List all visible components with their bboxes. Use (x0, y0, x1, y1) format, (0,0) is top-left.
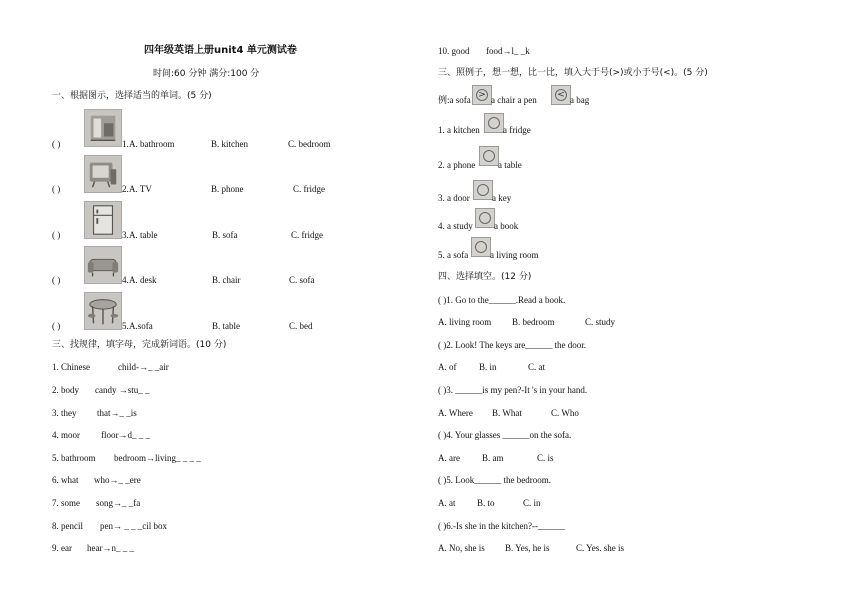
part3-item4-left: 4. a study (438, 221, 473, 231)
part4-q4-option-b: B. am (482, 453, 504, 463)
part2-item10-left: 10. good (438, 46, 470, 56)
table-picture (84, 292, 122, 330)
part3-example-text-3: a bag (570, 95, 590, 105)
part1-q4-bracket[interactable]: ( ) (52, 275, 61, 285)
part3-item3-left: 3. a door (438, 193, 470, 203)
part1-q1-number: 1. (122, 139, 129, 149)
part3-item5-left: 5. a sofa (438, 250, 469, 260)
part1-q4-number: 4. (122, 275, 129, 285)
fridge-picture (84, 201, 122, 239)
part4-q3-option-c: C. Who (551, 408, 579, 418)
answer-circle-4[interactable] (475, 208, 495, 228)
part2-item6-right[interactable]: who→_ _ere (94, 475, 141, 485)
part4-q1-option-c: C. study (585, 317, 616, 327)
part4-q4-option-c: C. is (537, 453, 554, 463)
part3-item1-left: 1. a kitchen (438, 125, 480, 135)
part4-q2-option-c: C. at (528, 362, 545, 372)
part4-q5-option-b: B. to (477, 498, 495, 508)
part4-q1-option-a: A. living room (438, 317, 492, 327)
part3-item3-right: a key (492, 193, 512, 203)
part4-q5-option-c: C. in (523, 498, 541, 508)
part1-q1-option-c: C. bedroom (288, 139, 331, 149)
part1-q1-option-a: A. bathroom (129, 139, 175, 149)
answer-circle-1[interactable] (484, 113, 504, 133)
part2-heading: 三、找规律，填字母，完成新词语。(10 分) (52, 340, 227, 350)
part2-item4-right[interactable]: floor→d_ _ _ (101, 430, 150, 440)
part1-q4-option-a: A. desk (129, 275, 157, 285)
part1-q3-option-a: A. table (129, 230, 158, 240)
part2-item3-right[interactable]: that→_ _is (97, 408, 137, 418)
less-than-icon: < (557, 90, 565, 100)
part2-item2-left: 2. body (52, 385, 79, 395)
part1-heading: 一、根据图示，选择适当的单词。(5 分) (52, 91, 212, 101)
part2-item9-left: 9. ear (52, 543, 72, 553)
part1-q5-option-b: B. table (212, 321, 240, 331)
part1-q3-bracket[interactable]: ( ) (52, 230, 61, 240)
part1-q2-number: 2. (122, 184, 129, 194)
bathroom-picture (84, 109, 122, 147)
part3-item5-right: a living room (490, 250, 539, 260)
part4-q2-option-a: A. of (438, 362, 457, 372)
part4-q6-option-b: B. Yes, he is (505, 543, 550, 553)
part2-item5-left: 5. bathroom (52, 453, 96, 463)
part3-example-text-2: a chair a pen (491, 95, 537, 105)
part3-example-text-1: 例:a sofa (438, 95, 471, 105)
part4-q2-text[interactable]: ( )2. Look! The keys are______ the door. (438, 340, 587, 350)
part1-q5-option-a: A.sofa (129, 321, 153, 331)
part1-q2-option-c: C. fridge (293, 184, 325, 194)
part1-q2-bracket[interactable]: ( ) (52, 184, 61, 194)
part3-item2-left: 2. a phone (438, 160, 476, 170)
part2-item1-right[interactable]: child-→_ _air (118, 362, 169, 372)
greater-than-icon: > (478, 90, 486, 100)
part2-item4-left: 4. moor (52, 430, 80, 440)
answer-circle-5[interactable] (471, 237, 491, 257)
part1-q5-option-c: C. bed (289, 321, 313, 331)
part3-item4-right: a book (494, 221, 519, 231)
part1-q4-option-b: B. chair (212, 275, 241, 285)
part2-item10-right[interactable]: food→l_ _k (486, 46, 530, 56)
tv-picture (84, 155, 122, 193)
part2-item8-right[interactable]: pen→ _ _ _cil box (100, 521, 167, 531)
part1-q5-bracket[interactable]: ( ) (52, 321, 61, 331)
part4-q3-text[interactable]: ( )3. ______is my pen?-It 's in your hand. (438, 385, 588, 395)
part4-q1-option-b: B. bedroom (512, 317, 555, 327)
answer-circle-3[interactable] (473, 180, 493, 200)
part2-item2-right[interactable]: candy →stu_ _ (95, 385, 150, 395)
example-greater-than-circle (472, 85, 492, 105)
part2-item1-left: 1. Chinese (52, 362, 90, 372)
part4-q3-option-b: B. What (492, 408, 522, 418)
part1-q5-number: 5. (122, 321, 129, 331)
answer-circle-2[interactable] (479, 146, 499, 166)
part3-item1-right: a fridge (503, 125, 531, 135)
part3-heading: 三、照例子，想一想，比一比，填入大于号(>)或小于号(<)。(5 分) (438, 68, 708, 78)
part4-q6-option-a: A. No, she is (438, 543, 485, 553)
part2-item6-left: 6. what (52, 475, 79, 485)
part2-item8-left: 8. pencil (52, 521, 83, 531)
sofa-picture (84, 246, 122, 284)
part4-q5-option-a: A. at (438, 498, 456, 508)
part2-item7-left: 7. some (52, 498, 80, 508)
example-less-than-circle (551, 85, 571, 105)
part2-item3-left: 3. they (52, 408, 77, 418)
part1-q2-option-a: A. TV (129, 184, 152, 194)
exam-time-info: 时间:60 分钟 满分:100 分 (153, 69, 260, 79)
part4-q4-text[interactable]: ( )4. Your glasses ______on the sofa. (438, 430, 572, 440)
part1-q2-option-b: B. phone (211, 184, 244, 194)
part4-q3-option-a: A. Where (438, 408, 473, 418)
part4-heading: 四、选择填空。(12 分) (438, 272, 532, 282)
part1-q3-option-b: B. sofa (212, 230, 238, 240)
part2-item9-right[interactable]: hear→n_ _ _ (87, 543, 134, 553)
page-title: 四年级英语上册unit4 单元测试卷 (144, 45, 297, 56)
part1-q4-option-c: C. sofa (289, 275, 315, 285)
part4-q5-text[interactable]: ( )5. Look______ the bedroom. (438, 475, 551, 485)
part4-q1-text[interactable]: ( )1. Go to the______.Read a book. (438, 295, 566, 305)
part2-item7-right[interactable]: song→_ _fa (96, 498, 141, 508)
part2-item5-right[interactable]: bedroom→living_ _ _ _ (114, 453, 201, 463)
part1-q1-bracket[interactable]: ( ) (52, 139, 61, 149)
part4-q4-option-a: A. are (438, 453, 460, 463)
part4-q6-option-c: C. Yes. she is (576, 543, 625, 553)
part4-q2-option-b: B. in (479, 362, 497, 372)
part4-q6-text[interactable]: ( )6.-Is she in the kitchen?--______ (438, 521, 565, 531)
part1-q3-option-c: C. fridge (291, 230, 323, 240)
part1-q1-option-b: B. kitchen (211, 139, 248, 149)
part3-item2-right: a table (498, 160, 522, 170)
part1-q3-number: 3. (122, 230, 129, 240)
